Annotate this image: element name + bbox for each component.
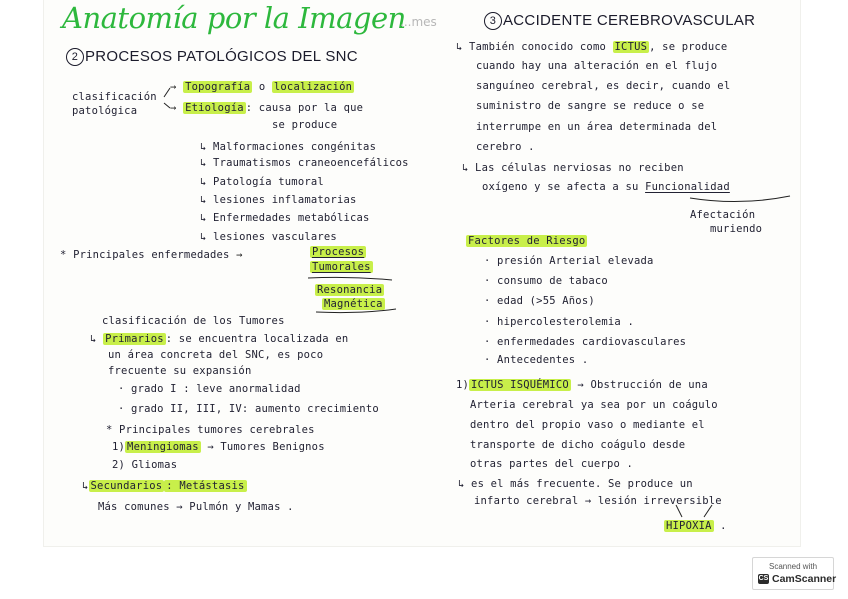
isq-line3: dentro del propio vaso o mediante el bbox=[470, 419, 705, 431]
meningiomas-term: Meningiomas bbox=[127, 441, 199, 453]
riesgo-item: · edad (>55 Años) bbox=[484, 295, 595, 307]
acv-p1-line6: cerebro . bbox=[476, 141, 535, 153]
grado-1: · grado I : leve anormalidad bbox=[118, 383, 301, 395]
arrow-icon: ↳ bbox=[82, 480, 89, 492]
bullet-icon: * bbox=[60, 249, 67, 261]
brace-topografia bbox=[164, 88, 170, 97]
isq-line2: Arteria cerebral ya sea por un coágulo bbox=[470, 399, 718, 411]
grado-2-4: · grado II, III, IV: aumento crecimiento bbox=[118, 403, 379, 415]
resonancia-term: Resonancia bbox=[317, 284, 383, 296]
etiologia-definition: : causa por la que bbox=[245, 102, 364, 114]
riesgo-item: · Antecedentes . bbox=[484, 354, 589, 366]
underline-procesos bbox=[308, 277, 392, 280]
arrow-hipoxia-left bbox=[676, 505, 682, 517]
localizacion-term: localización bbox=[273, 81, 353, 93]
magnetica-term: Magnética bbox=[324, 298, 383, 310]
etio-item: ↳ lesiones inflamatorias bbox=[200, 194, 357, 206]
riesgo-item: · enfermedades cardiovasculares bbox=[484, 336, 687, 348]
camscanner-brand: CamScanner bbox=[772, 573, 837, 585]
freq-line2: infarto cerebral → lesión irreversible bbox=[474, 495, 722, 507]
brace-funcionalidad bbox=[690, 196, 790, 202]
funcionalidad-term: Funcionalidad bbox=[645, 181, 730, 193]
primarios-line: ↳ Primarios : se encuentra localizada en bbox=[90, 333, 349, 345]
etio-item: ↳ lesiones vasculares bbox=[200, 231, 337, 243]
acv-p2-line1: ↳ Las células nerviosas no reciben bbox=[462, 162, 684, 174]
mas-comunes-line: Más comunes → Pulmón y Mamas . bbox=[98, 501, 294, 513]
arrow-icon: → bbox=[236, 249, 243, 261]
meningiomas-line: 1) Meningiomas → Tumores Benignos bbox=[112, 441, 325, 453]
afectacion-label: Afectación bbox=[690, 209, 756, 221]
hipoxia-term: HIPOXIA . bbox=[666, 520, 727, 532]
principales-enfermedades: * Principales enfermedades → bbox=[60, 249, 243, 261]
se-produce-line: se produce bbox=[272, 119, 338, 131]
patologica-label: patológica bbox=[72, 105, 138, 117]
acv-p1-line1: ↳ También conocido como ICTUS , se produce bbox=[456, 41, 728, 53]
brace-etiologia bbox=[164, 103, 170, 108]
secundarios-term: Secundarios bbox=[90, 480, 163, 492]
metastasis-term: : Metástasis bbox=[166, 480, 245, 492]
acv-p1-line3: sanguíneo cerebral, es decir, cuando el bbox=[476, 80, 731, 92]
arrow-icon: → bbox=[170, 102, 177, 114]
clasificacion-tumores: clasificación de los Tumores bbox=[102, 315, 285, 327]
tumorales-term: Tumorales bbox=[312, 261, 371, 273]
arrow-icon: → bbox=[170, 81, 177, 93]
underline-magnetica bbox=[316, 309, 396, 313]
section-label: ACCIDENTE CEREBROVASCULAR bbox=[503, 12, 756, 29]
primarios-line-3: frecuente su expansión bbox=[108, 365, 252, 377]
etio-item: ↳ Patología tumoral bbox=[200, 176, 324, 188]
topografia-term: Topografía bbox=[185, 81, 251, 93]
muriendo-label: muriendo bbox=[710, 223, 763, 235]
page-title: Anatomía por la Imagen bbox=[62, 1, 406, 35]
acv-p1-line4: suministro de sangre se reduce o se bbox=[476, 100, 705, 112]
riesgo-item: · hipercolesterolemia . bbox=[484, 316, 634, 328]
etiologia-term: Etiología bbox=[185, 102, 244, 114]
arrow-icon: ↳ bbox=[90, 333, 97, 345]
acv-p1-line5: interrumpe en un área determinada del bbox=[476, 121, 718, 133]
primarios-term: Primarios bbox=[105, 333, 164, 345]
riesgo-item: · presión Arterial elevada bbox=[484, 255, 654, 267]
etio-item: ↳ Enfermedades metabólicas bbox=[200, 212, 370, 224]
arrow-hipoxia-right bbox=[704, 505, 712, 517]
section-number: 2 bbox=[66, 48, 84, 66]
primarios-line-2: un área concreta del SNC, es poco bbox=[108, 349, 324, 361]
clasificacion-label: clasificación bbox=[72, 91, 157, 103]
factores-riesgo-heading: Factores de Riesgo bbox=[468, 235, 586, 247]
riesgo-item: · consumo de tabaco bbox=[484, 275, 608, 287]
isq-line5: otras partes del cuerpo . bbox=[470, 458, 634, 470]
gliomas-line: 2) Gliomas bbox=[112, 459, 178, 471]
etio-item: ↳ Traumatismos craneoencefálicos bbox=[200, 157, 409, 169]
camscanner-badge bbox=[752, 557, 837, 590]
ictus-term: ICTUS bbox=[614, 41, 648, 53]
etio-item: ↳ Malformaciones congénitas bbox=[200, 141, 377, 153]
freq-line1: ↳ es el más frecuente. Se produce un bbox=[458, 478, 693, 490]
section-number: 3 bbox=[484, 12, 502, 30]
acv-p2-line2: oxígeno y se afecta a su Funcionalidad bbox=[482, 181, 730, 193]
camscanner-logo-icon: CS bbox=[758, 575, 769, 582]
procesos-term: Procesos bbox=[312, 246, 365, 258]
principales-tumores: * Principales tumores cerebrales bbox=[106, 424, 315, 436]
scanned-with-label: Scanned with bbox=[768, 562, 818, 571]
acv-p1-line2: cuando hay una alteración en el flujo bbox=[476, 60, 718, 72]
faint-title-residue: ...mes bbox=[400, 15, 437, 29]
isq-line4: transporte de dicho coágulo desde bbox=[470, 439, 686, 451]
ictus-isquemico-line: 1) ICTUS ISQUÉMICO → Obstrucción de una bbox=[456, 379, 708, 391]
section-label: PROCESOS PATOLÓGICOS DEL SNC bbox=[85, 48, 358, 65]
ictus-isquemico-term: ICTUS ISQUÉMICO bbox=[471, 379, 569, 391]
o-connector: o bbox=[258, 81, 266, 93]
